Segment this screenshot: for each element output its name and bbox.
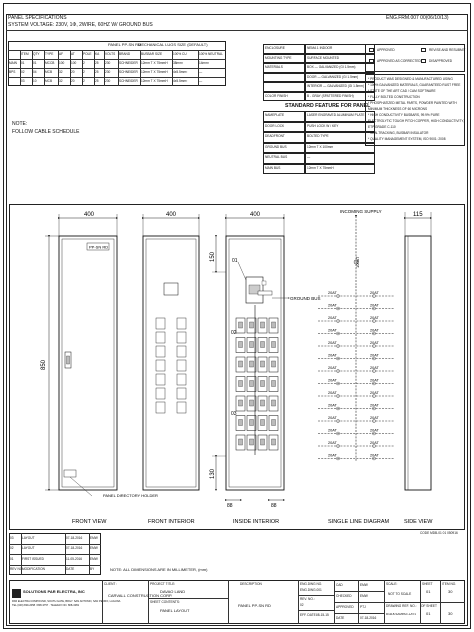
- scale-label: SCALE:: [386, 582, 398, 586]
- panel-table-cell: MCB: [45, 79, 53, 83]
- panel-table-mech-caption: MECHANICAL LUGS SIZE (DEFAULT): [138, 42, 208, 47]
- breaker-toggle: [272, 322, 276, 328]
- view-caption: FRONT INTERIOR: [148, 519, 195, 525]
- panel-table-header-cell: ITEM: [21, 52, 29, 56]
- form-number: ENG.FRM.007 00(06/10/13): [386, 15, 449, 21]
- revision-cell: REV NO.: [10, 567, 24, 571]
- spec-value: SURFACE MOUNTED: [307, 55, 340, 60]
- breaker-toggle: [261, 439, 265, 445]
- feature-line: ELECTROLYTIC TOUGH PITCH COPPER, HIGH CONDUCTIVITY,: [368, 119, 464, 123]
- sld-branch-rating-left: 20AT: [328, 441, 337, 445]
- approval-checkbox: [369, 48, 374, 52]
- note-label: NOTE:: [12, 121, 28, 127]
- side-view: [405, 212, 431, 490]
- panel-table-rule: [8, 50, 226, 51]
- inside-width-dim: 400: [250, 212, 261, 218]
- sld-branch-rating-left: 20AT: [328, 316, 337, 320]
- panel-table-header-cell: QTY: [33, 52, 40, 56]
- breaker-toggle: [239, 439, 243, 445]
- revision-cell: 11-05-2016: [66, 556, 83, 561]
- spec-label: DEADFRONT: [265, 134, 285, 138]
- feature-line: * 100% GALVANIZED MATERIALS, GUARANTEED RUST FREE: [368, 83, 461, 87]
- company-name: SOLUTIONS PAR ELECTRA, INC: [23, 589, 85, 594]
- panel-table-cell: 14mm²: [199, 61, 209, 65]
- spec-label: NEUTRAL BUS: [265, 155, 288, 159]
- title-row-line: [440, 602, 465, 603]
- title-col-line: [148, 580, 149, 624]
- spec-value: —: [307, 155, 311, 159]
- mark-02: 02: [231, 330, 237, 336]
- revision-cell: BY: [90, 567, 95, 571]
- signoff-label: APPROVED: [336, 605, 354, 609]
- sld-branch-rating-right: 20AT: [370, 416, 379, 420]
- left-88-dim: 88: [227, 503, 233, 509]
- panel-table-cell: 04: [33, 70, 37, 74]
- breaker-toggle: [250, 322, 254, 328]
- approval-checkbox: [421, 59, 426, 63]
- feature-line: * STATE OF THE ART CAD / CAM SOFTWARE: [368, 89, 436, 93]
- panel-table-cell: —: [199, 79, 203, 83]
- ground-bus-label: GROUND BUS: [290, 296, 321, 301]
- revision-cell: 02: [10, 546, 14, 550]
- panel-table-row-line: [8, 68, 226, 69]
- title-row-line: [298, 595, 334, 596]
- feature-line: * QUALITY MANAGEMENT SYSTEM, ISO 9001: 2008: [368, 137, 446, 141]
- signoff-label: CAD: [336, 583, 343, 587]
- directory-label: PANEL DIRECTORY HOLDER: [103, 493, 158, 498]
- title-col-line: [298, 580, 299, 624]
- breaker-toggle: [239, 381, 243, 387]
- sld-branch-rating-left: 20AT: [328, 416, 337, 420]
- spec-label-cell: [263, 73, 305, 83]
- view-caption: SINGLE LINE DIAGRAM: [328, 519, 390, 525]
- breaker-toggle: [261, 381, 265, 387]
- scale-value: NOT TO SCALE: [388, 592, 412, 596]
- feature-line: ETP GRADE C-110: [368, 125, 396, 129]
- eff-value: 08-15-15: [316, 613, 329, 617]
- spec-label-cell: [263, 82, 305, 92]
- dwg-value: D1118-SAMPAC-LAY1: [386, 612, 416, 616]
- client-name: CARVALL CONSTRUCTION CORP.: [108, 593, 173, 598]
- right-88-dim: 88: [271, 503, 277, 509]
- company-address: PAR ELECTRA COMPOUND, SOUTH GATE, BRGY. SAN ANTONIO, SAN PEDRO, LAGUNA: [12, 600, 121, 603]
- view-caption: SIDE VIEW: [404, 519, 433, 525]
- panel-table-header-cell: VOLTS: [105, 52, 116, 56]
- ground-bus-bar: [258, 291, 272, 295]
- spec-value: DOOR — GALVANIZED (GI 1.5mm): [307, 74, 359, 79]
- panel-table-header-cell: AT: [71, 52, 75, 56]
- breaker-toggle: [272, 439, 276, 445]
- spec-value: B - GRAY (SPATTERED FINISH): [307, 93, 354, 98]
- interior-width-dim: 400: [166, 212, 177, 218]
- revision-row-line: [9, 565, 101, 566]
- sld-branch-rating-right: 20AT: [370, 428, 379, 433]
- spec-value: 12mm T X 100mm: [307, 144, 334, 149]
- spec-value: NEMA 1 INDOOR: [307, 46, 333, 50]
- panel-table-row-line: [8, 77, 226, 78]
- sld-branch-rating-left: 20AT: [328, 391, 337, 395]
- breaker-toggle: [239, 420, 243, 426]
- revision-cell: 01: [10, 556, 14, 561]
- sld-branch-rating-left: 20AT: [328, 353, 337, 358]
- rev-label: REV. NO.:: [300, 597, 315, 601]
- panel-table-cell: 230: [105, 70, 111, 74]
- signoff-value: EMW: [360, 594, 368, 598]
- title-row-line: [334, 602, 384, 603]
- breaker-toggle: [261, 420, 265, 426]
- note-text: FOLLOW CABLE SCHEDULE: [12, 129, 80, 135]
- side-depth-dim: 115: [413, 212, 423, 218]
- standard-feature-title: STANDARD FEATURE FOR PANEL: [285, 103, 371, 109]
- breaker-toggle: [272, 420, 276, 426]
- revision-row-line: [9, 544, 101, 545]
- spec-label: MATERIALS: [265, 65, 283, 69]
- panel-table-header-cell: 100% CU: [173, 52, 187, 56]
- spec-label: COLOR FINISH: [265, 93, 288, 98]
- breaker-toggle: [239, 322, 243, 328]
- item-label: ITEM NO.: [442, 582, 457, 586]
- revision-cell: EMW: [90, 546, 98, 550]
- sld-branch-rating-right: 20AT: [370, 441, 379, 445]
- revision-cell: DATE: [66, 567, 75, 571]
- company-phone: TEL (049) 839-2058 / 808-3757 · TELEFAX NO. 808-4369: [12, 604, 79, 607]
- panel-table-header-cell: 100% NEUTRAL: [199, 52, 223, 56]
- spec-value-cell: [305, 153, 375, 164]
- signoff-label: CHECKED: [336, 594, 352, 598]
- spec-value: BOX — GALVANIZED (GI 1.5mm): [307, 65, 356, 69]
- panel-table-cell: 4x5.5mm²: [173, 70, 188, 74]
- spec-value: PUSH LOCK W / KEY: [307, 123, 339, 128]
- revision-cell: LAYOUT: [22, 535, 35, 540]
- panel-table-row-line: [8, 59, 226, 60]
- sheet-contents-label: SHEET CONTENTS:: [150, 600, 180, 604]
- spec-value: LASER ENGRAVED ALUMINUM PLATE: [307, 113, 365, 117]
- spec-label: MAIN BUS: [265, 165, 281, 170]
- breaker-toggle: [261, 342, 265, 348]
- main-rating: 100AT: [355, 256, 360, 268]
- panel-table-cell: 100: [59, 61, 65, 65]
- company-logo: [12, 589, 21, 598]
- panel-table-cell: 03: [21, 79, 25, 83]
- spec-value: 12mm T X 75mmH: [307, 165, 334, 170]
- spec-label: ENCLOSURE: [265, 46, 285, 50]
- mark-03: 03: [231, 411, 237, 417]
- dimension-note: NOTE: ALL DIMENSIONS ARE IN MILLIMETER, (mm): [110, 567, 208, 572]
- view-caption: FRONT VIEW: [72, 519, 107, 525]
- breaker-toggle: [250, 420, 254, 426]
- approval-checkbox: [421, 48, 426, 52]
- panel-table-cell: 25: [95, 61, 99, 65]
- signoff-label: DATE: [336, 616, 345, 620]
- rev-value: 02: [300, 603, 304, 607]
- panel-table-header-cell: BRAND: [119, 52, 131, 56]
- front-width-dim: 400: [84, 212, 95, 218]
- approval-checkbox: [369, 59, 374, 63]
- title-col-line: [228, 580, 229, 624]
- incoming-supply-label: INCOMING SUPPLY: [340, 209, 382, 214]
- panel-table-cell: 32: [59, 79, 63, 83]
- title-col-line: [102, 580, 103, 624]
- breaker-toggle: [250, 400, 254, 406]
- spec-label: GROUND BUS: [265, 144, 287, 149]
- panel-table-cell: 100: [71, 61, 77, 65]
- project-name: DAVAO LAND: [160, 589, 186, 594]
- panel-table-cell: 12mm T X 75mmH: [141, 70, 168, 74]
- breaker-toggle: [272, 381, 276, 387]
- panel-table-cell: BPS: [9, 70, 16, 74]
- sld-branch-rating-left: 20AT: [328, 328, 337, 333]
- description-label: DESCRIPTION: [240, 582, 262, 586]
- of-sheet-label: OF SHEET: [421, 604, 437, 608]
- panel-table-cell: —: [199, 70, 203, 74]
- panel-table-header-cell: TYPE: [45, 52, 54, 56]
- panel-table-cell: MCB: [45, 70, 53, 74]
- feature-line: MINIMUM THICKNESS OF 60 MICRONS: [368, 107, 428, 111]
- spec-value: INTERIOR — GALVANIZED (GI 1.5mm): [307, 84, 364, 88]
- sld-branch-rating-right: 20AT: [370, 453, 379, 458]
- sld-branch-rating-right: 20AT: [370, 328, 379, 333]
- mark-01: 01: [232, 258, 238, 264]
- spec-value: BOLTED TYPE: [307, 134, 329, 138]
- breaker-toggle: [272, 361, 276, 367]
- panel-table-cell: 2: [83, 79, 85, 83]
- panel-table-cell: 10: [33, 79, 37, 83]
- system-voltage: SYSTEM VOLTAGE: 230V, 1Φ, 2WIRE, 60HZ W/ GROUND BUS: [8, 22, 153, 28]
- sheet-label: SHEET: [422, 582, 433, 586]
- breaker-toggle: [272, 342, 276, 348]
- title-row-line: [384, 602, 420, 603]
- panel-table-cell: 38mm²: [173, 61, 183, 65]
- title-row-line: [334, 591, 384, 592]
- sld-branch-rating-right: 20AT: [370, 391, 379, 395]
- revision-cell: 07-18-2016: [66, 546, 83, 550]
- breaker-toggle: [272, 400, 276, 406]
- revision-cell: MODIFICATION: [22, 567, 45, 571]
- panel-table-cell: 2: [83, 70, 85, 74]
- panel-table-cell: 01: [33, 61, 37, 65]
- title-row-line: [420, 602, 440, 603]
- breaker-toggle: [261, 400, 265, 406]
- feature-line: * PHOSPHATIZED METAL PARTS, POWDER PAINTED WITH: [368, 101, 457, 105]
- sld-branch-rating-right: 20AT: [370, 341, 379, 345]
- eng-value: ENG.DWG.001: [300, 588, 322, 592]
- title-row-line: [298, 610, 334, 611]
- panel-table-cell: 01: [21, 61, 25, 65]
- revision-cell: 07-18-2016: [66, 535, 83, 540]
- panel-table-cell: 25: [95, 70, 99, 74]
- client-label: CLIENT :: [104, 582, 118, 586]
- inside-interior: [210, 212, 321, 509]
- spec-label: MOUNTING TYPE: [265, 55, 292, 60]
- breaker-toggle: [250, 361, 254, 367]
- sheet-title: PANEL SPECIFICATIONS: [8, 15, 67, 21]
- panel-table-caption: PANEL PP-SN RD: [108, 42, 141, 47]
- panel-table-cell: 20: [71, 70, 75, 74]
- sld-branch-rating-right: 20AT: [370, 353, 379, 358]
- sld-branch-rating-left: 20AT: [328, 453, 337, 458]
- revision-cell: 03: [10, 535, 14, 540]
- sld-branch-rating-left: 20AT: [328, 378, 337, 383]
- approval-label: APPROVED AS CORRECTED: [377, 58, 421, 63]
- panel-table-cell: 4x5.5mm²: [173, 79, 188, 83]
- sld-branch-rating-left: 20AT: [328, 291, 337, 295]
- breaker-toggle: [239, 342, 243, 348]
- panel-table-header-cell: AF: [59, 52, 64, 56]
- panel-table-cell: SCHNEIDER: [119, 61, 138, 65]
- title-col-line: [358, 580, 359, 624]
- dwg-label: DRAWING REF. NO.:: [386, 604, 417, 608]
- panel-table-header-cell: POLE: [83, 52, 92, 56]
- panel-table-cell: 230: [105, 61, 111, 65]
- feature-line: * NON-TRACKING, BUSBAR INSULATOR: [368, 131, 429, 135]
- of-sheet-value: 01: [426, 611, 431, 616]
- breaker-toggle: [261, 322, 265, 328]
- panel-table-cell: 32: [59, 70, 63, 74]
- panel-table-cell: MAIN: [9, 61, 17, 65]
- sld-branch-rating-right: 20AT: [370, 378, 379, 383]
- front-view: [41, 212, 158, 498]
- breaker-toggle: [239, 361, 243, 367]
- breaker-toggle: [250, 439, 254, 445]
- panel-table-header-cell: BUSBAR SIZE: [141, 52, 163, 56]
- approval-label: DISAPPROVED: [429, 58, 453, 63]
- sld-branch-rating-left: 20AT: [328, 303, 337, 308]
- panel-table-cell: SCHNEIDER: [119, 70, 138, 74]
- sld-branch-rating-left: 20AT: [328, 366, 337, 370]
- breaker-toggle: [250, 381, 254, 387]
- sheet-contents: PANEL LAYOUT: [160, 608, 190, 613]
- sld-branch-rating-right: 20AT: [370, 403, 379, 408]
- view-caption: INSIDE INTERIOR: [233, 519, 280, 525]
- sld-branch-rating-right: 20AT: [370, 291, 379, 295]
- spec-label: DOOR LOCK: [265, 123, 285, 128]
- eng-label: ENG.DWG NO.: [300, 582, 323, 586]
- panel-table-cell: 02: [21, 70, 25, 74]
- description: PANEL PP-SN RD: [238, 603, 271, 608]
- breaker-toggle: [261, 361, 265, 367]
- front-height-dim: 850: [41, 359, 47, 370]
- sld-branch-rating-right: 20AT: [370, 303, 379, 308]
- top-gap-dim: 150: [210, 251, 216, 262]
- sld-branch-rating-right: 20AT: [370, 366, 379, 370]
- signoff-value: EMW: [360, 583, 368, 587]
- spec-label: NAMEPLATE: [265, 113, 285, 117]
- sld-branch-rating-left: 20AT: [328, 403, 337, 408]
- approval-label: REVISE AND RESUBMIT: [429, 47, 466, 52]
- signoff-value: 07-18-2016: [360, 616, 377, 620]
- panel-table-cell: MCCB: [45, 61, 55, 65]
- view-captions: [72, 519, 433, 525]
- nameplate-label: PP-SN RD: [89, 244, 109, 250]
- panel-table-cell: 2: [83, 61, 85, 65]
- item-value-b: 30: [448, 611, 453, 616]
- feature-line: * FULLY BOLTED CONSTRUCTION: [368, 95, 420, 99]
- title-row-line: [334, 613, 384, 614]
- revision-cell: FIRST ISSUED: [22, 556, 44, 561]
- sld-branch-rating-right: 20AT: [370, 316, 379, 320]
- panel-table-cell: 20: [71, 79, 75, 83]
- project-label: PROJECT TITLE:: [150, 582, 176, 586]
- front-interior: [143, 212, 199, 490]
- revision-cell: EMW: [90, 535, 98, 540]
- eff-label: EFF. DATE:: [300, 613, 317, 617]
- sld-branch-rating-left: 20AT: [328, 428, 337, 433]
- title-row-line: [148, 598, 228, 599]
- panel-table-cell: 25: [95, 79, 99, 83]
- feature-line: * HIGH CONDUCTIVITY BUSBARS, 99.9% PURE: [368, 113, 440, 117]
- approval-label: APPROVED: [377, 47, 395, 52]
- breaker-toggle: [250, 342, 254, 348]
- drawing-code: CODE MDB-01 01 050916: [420, 531, 458, 535]
- sld-branch-rating-left: 20AT: [328, 341, 337, 345]
- bottom-gap-dim: 130: [210, 468, 216, 479]
- item-value: 30: [448, 589, 453, 594]
- sheet-value: 01: [426, 589, 431, 594]
- revision-cell: EMW: [90, 556, 98, 561]
- single-line-diagram: [318, 209, 394, 462]
- revision-row-line: [9, 554, 101, 555]
- panel-table-cell: SCHNEIDER: [119, 79, 138, 83]
- panel-table-cell: 12mm T X 75mmH: [141, 79, 168, 83]
- signoff-value: PTJ: [360, 605, 366, 609]
- panel-table-cell: 12mm T X 75mmH: [141, 61, 168, 65]
- feature-line: * PRODUCT WAS DESIGNED & MANUFACTURED USING: [368, 77, 453, 81]
- panel-table-cell: 230: [105, 79, 111, 83]
- breaker-toggle: [239, 400, 243, 406]
- revision-cell: LAYOUT: [22, 546, 35, 550]
- panel-table-frame: [8, 41, 226, 86]
- panel-table-header-cell: KA: [95, 52, 100, 56]
